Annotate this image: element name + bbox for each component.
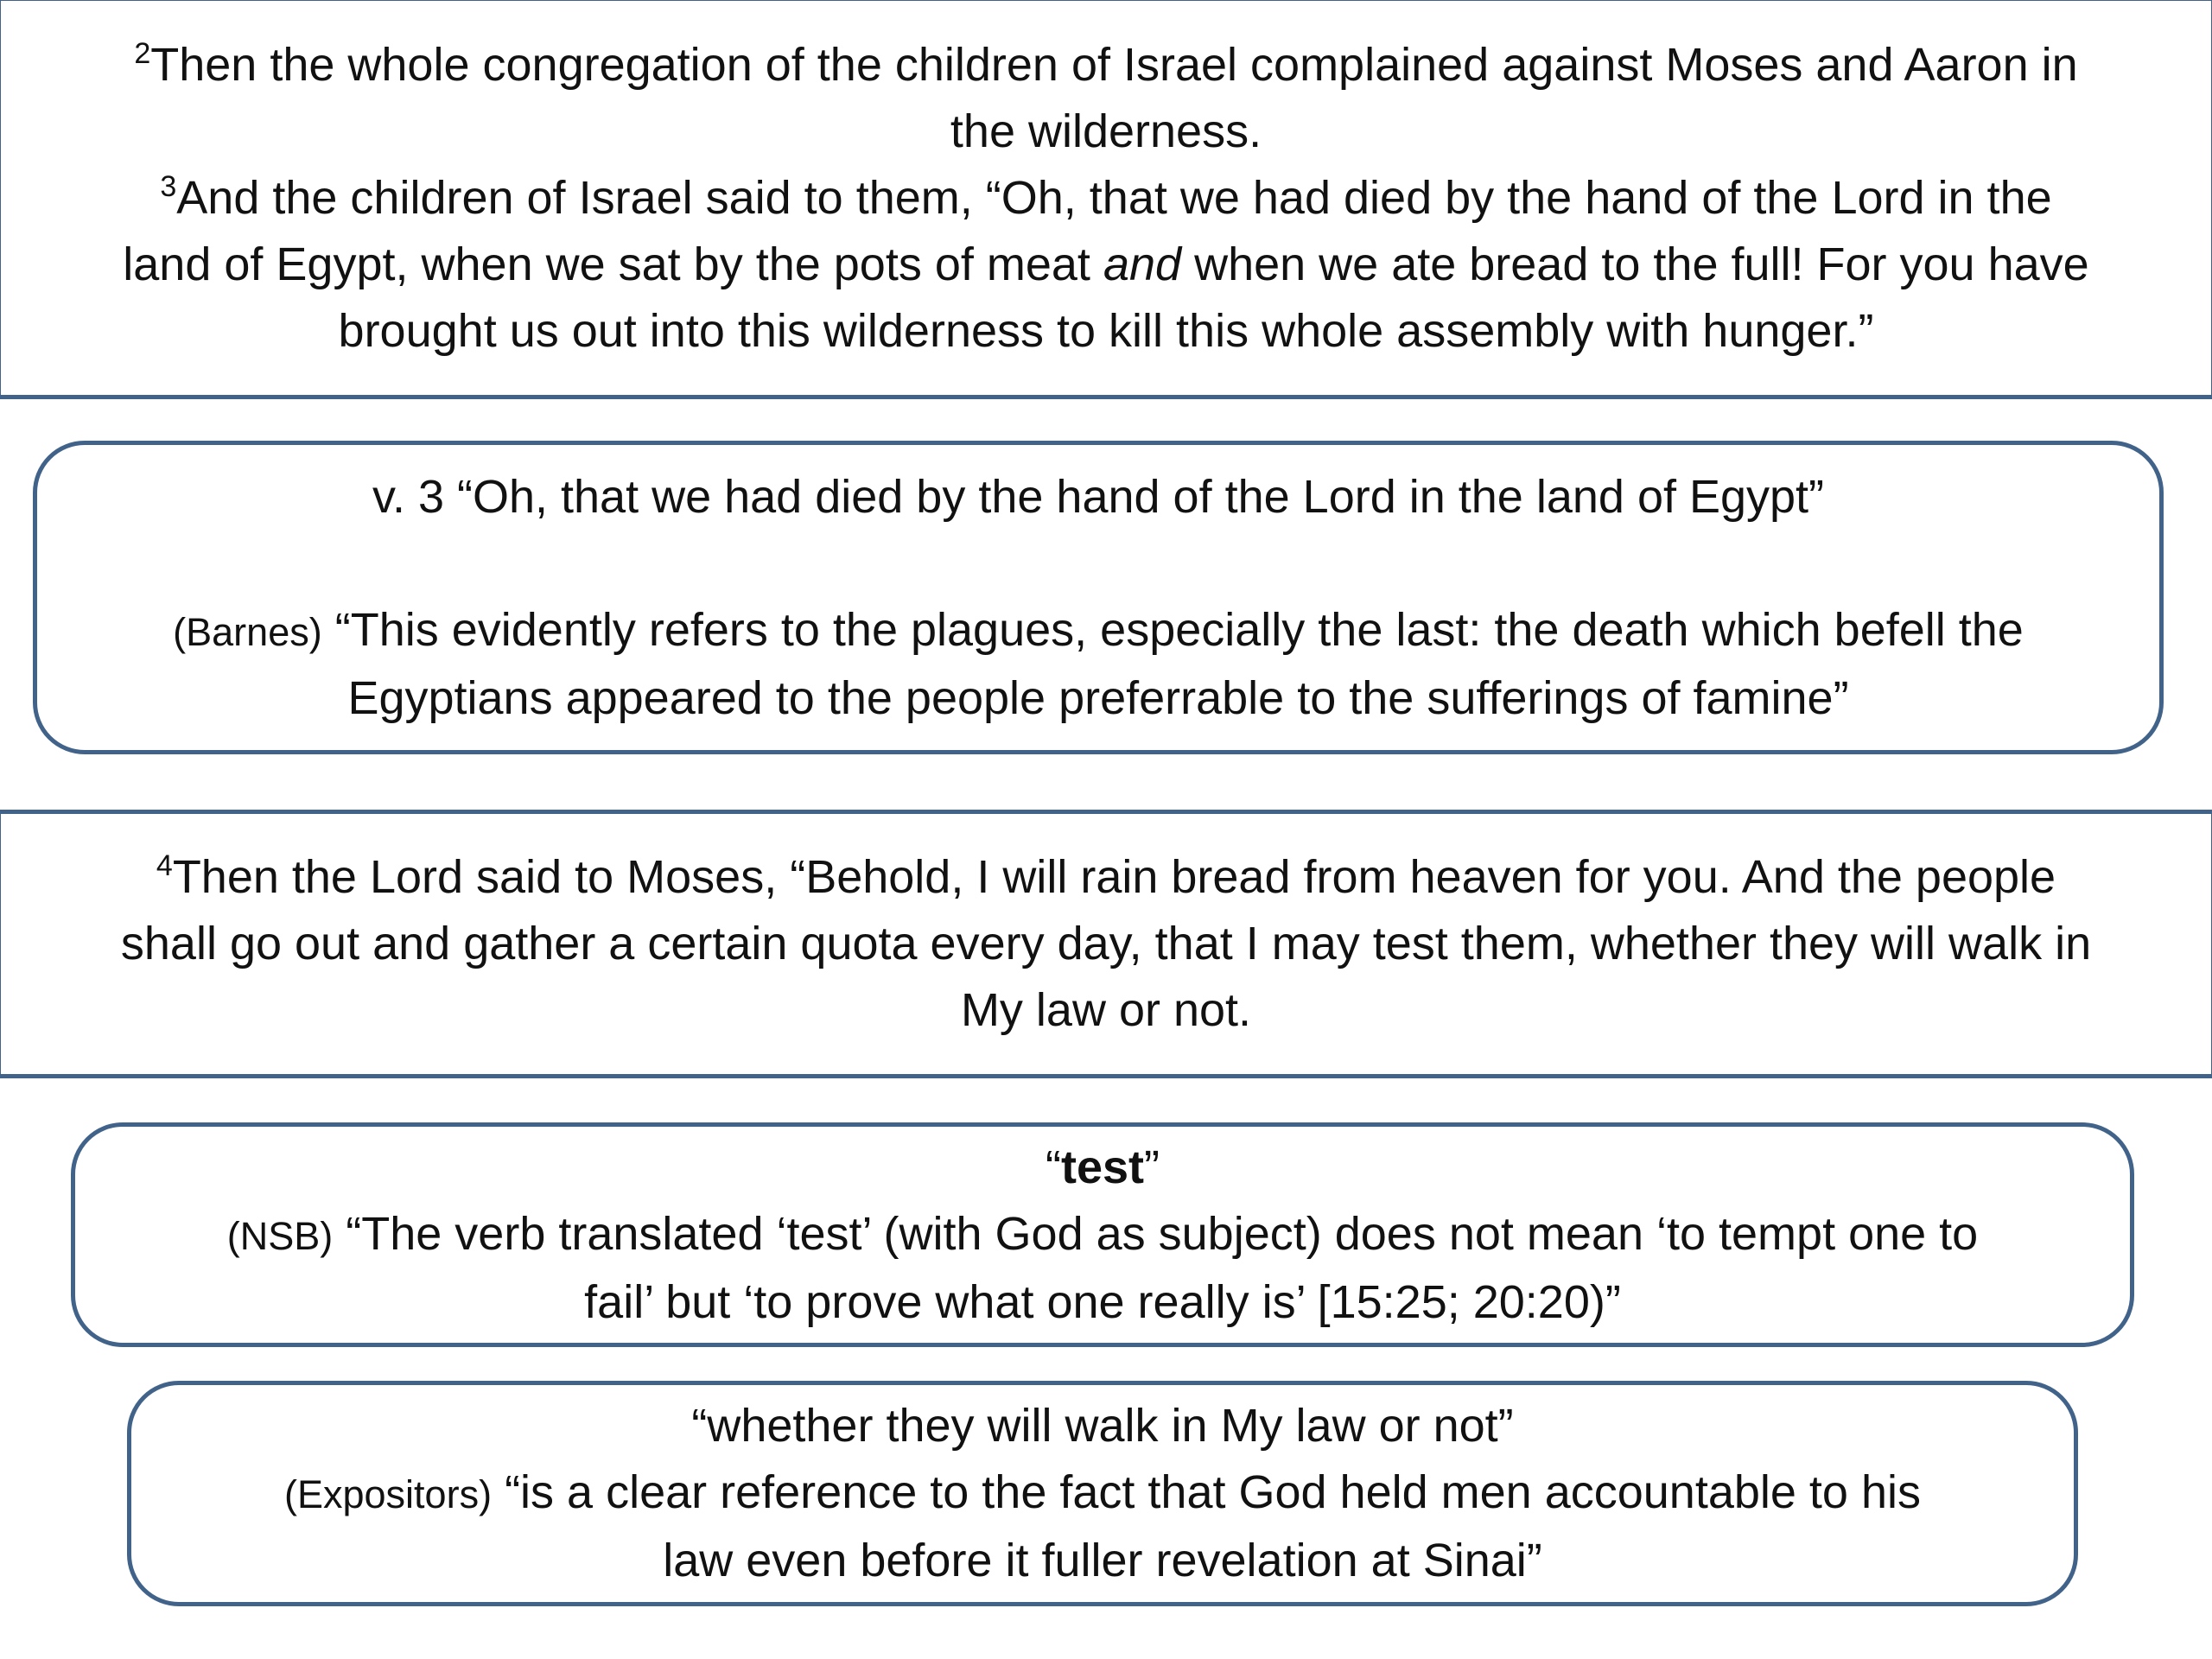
verse-2-text-1: Then the whole congregation of the children of Israel complained against Moses and Aaron in (150, 38, 2078, 91)
term-open-quote: “ (1046, 1141, 1061, 1193)
verse-number-4: 4 (156, 849, 173, 882)
term-word: test (1060, 1141, 1145, 1193)
verse-number-2: 2 (134, 36, 151, 70)
commentary-heading-v3: v. 3 “Oh, that we had died by the hand of the Lord in the land of Egypt” (372, 470, 1825, 523)
barnes-quote-line-2: Egyptians appeared to the people preferrable to the sufferings of famine” (347, 671, 1849, 724)
scripture-box-verse-4 (0, 810, 2212, 1078)
expositors-quote-line-1 (284, 1459, 1921, 1528)
expositors-quote-line-2: law even before it fuller revelation at Sinai” (663, 1535, 1542, 1586)
verse-number-3: 3 (160, 169, 177, 203)
nsb-quote-line-1 (227, 1201, 1978, 1269)
commentary-box-expositors (127, 1381, 2078, 1606)
source-label-nsb: (NSB) (226, 1213, 334, 1258)
barnes-quote-text-1: “This evidently refers to the plagues, especially the last: the death which befell the (321, 603, 2024, 656)
term-heading-test (1046, 1135, 1160, 1201)
verse-3-text-2b: when we ate bread to the full! For you have (1181, 238, 2089, 290)
scripture-box-verses-2-3 (0, 0, 2212, 399)
verse-4-line-2: shall go out and gather a certain quota every day, that I may test them, whether they will walk in (120, 918, 2092, 969)
commentary-box-nsb (71, 1122, 2134, 1347)
verse-2-line-1 (134, 32, 2077, 99)
term-close-quote: ” (1144, 1141, 1160, 1193)
source-label-barnes: (Barnes) (173, 609, 322, 654)
verse-3-line-1 (160, 165, 2051, 232)
nsb-quote-line-2: fail’ but ‘to prove what one really is’ [15:25; 20:20)” (584, 1275, 1621, 1328)
verse-4-line-3: My law or not. (960, 984, 1252, 1036)
verse-3-text-1: And the children of Israel said to them, “Oh, that we had died by the hand of the Lord in the (176, 171, 2052, 224)
verse-3-italic-and: and (1103, 238, 1182, 290)
verse-3-line-3: brought us out into this wilderness to kill this whole assembly with hunger.” (338, 304, 1874, 357)
barnes-quote-line-1 (173, 597, 2024, 665)
verse-4-line-1 (156, 844, 2056, 911)
verse-3-line-2 (123, 232, 2088, 298)
verse-3-text-2a: land of Egypt, when we sat by the pots of meat (123, 238, 1103, 290)
commentary-box-barnes (33, 441, 2164, 754)
expositors-quote-text-1: “is a clear reference to the fact that God held men accountable to his (492, 1466, 1921, 1518)
verse-2-line-2: the wilderness. (950, 105, 1262, 157)
verse-4-text-1: Then the Lord said to Moses, “Behold, I will rain bread from heaven for you. And the people (172, 851, 2056, 903)
source-label-expositors: (Expositors) (284, 1472, 493, 1516)
nsb-quote-text-1: “The verb translated ‘test’ (with God as subject) does not mean ‘to tempt one to (333, 1207, 1979, 1260)
expositors-heading: “whether they will walk in My law or not” (691, 1400, 1514, 1452)
